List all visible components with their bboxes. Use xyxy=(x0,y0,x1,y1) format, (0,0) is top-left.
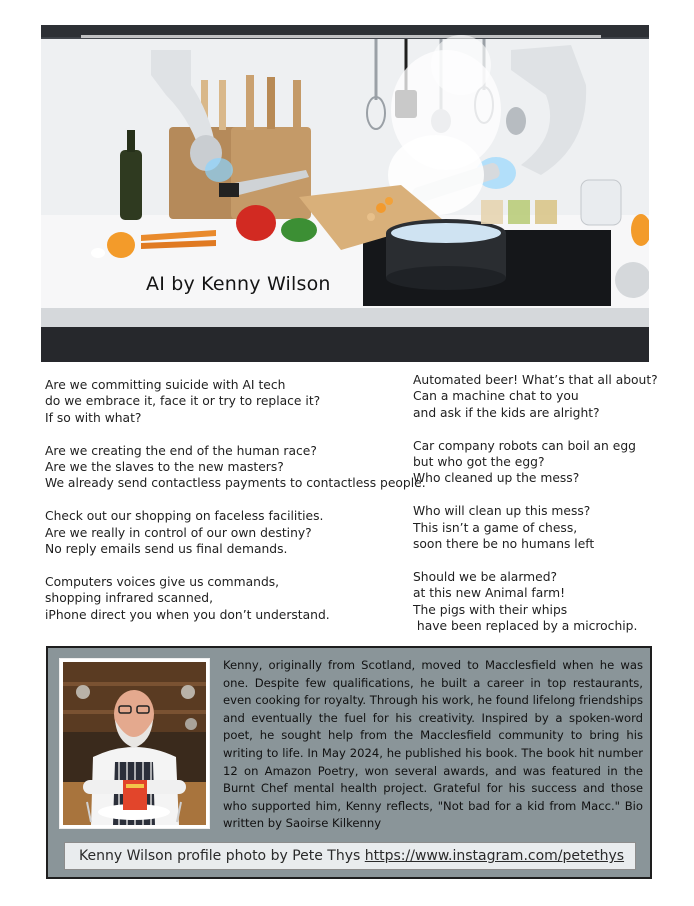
poem-line: Are we creating the end of the human race? xyxy=(45,443,317,458)
poem-line: have been replaced by a microchip. xyxy=(413,619,638,634)
poem-line: Check out our shopping on faceless facilities. xyxy=(45,509,324,524)
instagram-link[interactable]: https://www.instagram.com/petethys xyxy=(364,848,625,864)
photo-credit xyxy=(64,842,636,870)
bio-box xyxy=(46,646,652,879)
stanza xyxy=(413,438,673,487)
poem-line: iPhone direct you when you don’t understand. xyxy=(45,607,330,622)
profile-photo xyxy=(59,658,210,829)
hero-image xyxy=(41,25,649,362)
bio-text: Kenny, originally from Scotland, moved to Macclesfield when he was one. Despite few qualifications, he built a career in top restaurants, even cooking for royalty. Through his work, he found lifelong friendships and eventually the fuel for his creativity. Inspired by a spoken-word poet, he sought help from the Macclesfield community to bring his writing to life. In May 2024, he published his book. The book hit number 12 on Amazon Poetry, won several awards, and was featured in the Burnt Chef mental health project. Grateful for his success and those who supported him, Kenny reflects, "Not bad for a kid from Macc." Bio written by Saoirse Kilkenny xyxy=(223,658,643,831)
poem-line: Are we committing suicide with AI tech xyxy=(45,378,286,392)
hero-caption: AI by Kenny Wilson xyxy=(146,273,331,295)
poem-left-column xyxy=(45,377,426,639)
poem-right-column xyxy=(413,372,673,651)
poem-line: The pigs with their whips xyxy=(413,602,568,617)
poem-line: If so with what? xyxy=(45,410,142,425)
poem-line: do we embrace it, face it or try to replace it? xyxy=(45,394,321,409)
poem-line: This isn’t a game of chess, xyxy=(413,520,578,535)
stanza xyxy=(45,574,390,623)
poem-line: We already send contactless payments to contactless people. xyxy=(45,476,426,491)
poem-line: Should we be alarmed? xyxy=(413,569,558,584)
poem-line: No reply emails send us final demands. xyxy=(45,542,288,557)
poem-line: at this new Animal farm! xyxy=(413,586,566,601)
photo-credit-text: Kenny Wilson profile photo by Pete Thys xyxy=(79,848,361,864)
stanza xyxy=(45,443,426,492)
poem-line: Can a machine chat to you xyxy=(413,389,579,404)
stanza xyxy=(413,569,673,635)
poem-line: Car company robots can boil an egg xyxy=(413,438,636,453)
poem-line: Who will clean up this mess? xyxy=(413,504,591,519)
poem-line: Who cleaned up the mess? xyxy=(413,471,580,486)
poem-line: soon there be no humans left xyxy=(413,537,595,552)
stanza xyxy=(45,508,390,557)
stanza xyxy=(45,377,390,426)
robot-kitchen-illustration xyxy=(41,25,649,362)
poem-line: Are we the slaves to the new masters? xyxy=(45,460,284,475)
stanza xyxy=(413,503,673,552)
chef-portrait xyxy=(63,662,206,825)
poem-line: shopping infrared scanned, xyxy=(45,591,214,606)
poem-line: Are we really in control of our own destiny? xyxy=(45,525,312,540)
poem-line: Computers voices give us commands, xyxy=(45,574,280,589)
poem-line: but who got the egg? xyxy=(413,455,545,470)
poem-line: and ask if the kids are alright? xyxy=(413,405,600,420)
poem-line: Automated beer! What’s that all about? xyxy=(413,373,658,387)
stanza xyxy=(413,372,673,421)
